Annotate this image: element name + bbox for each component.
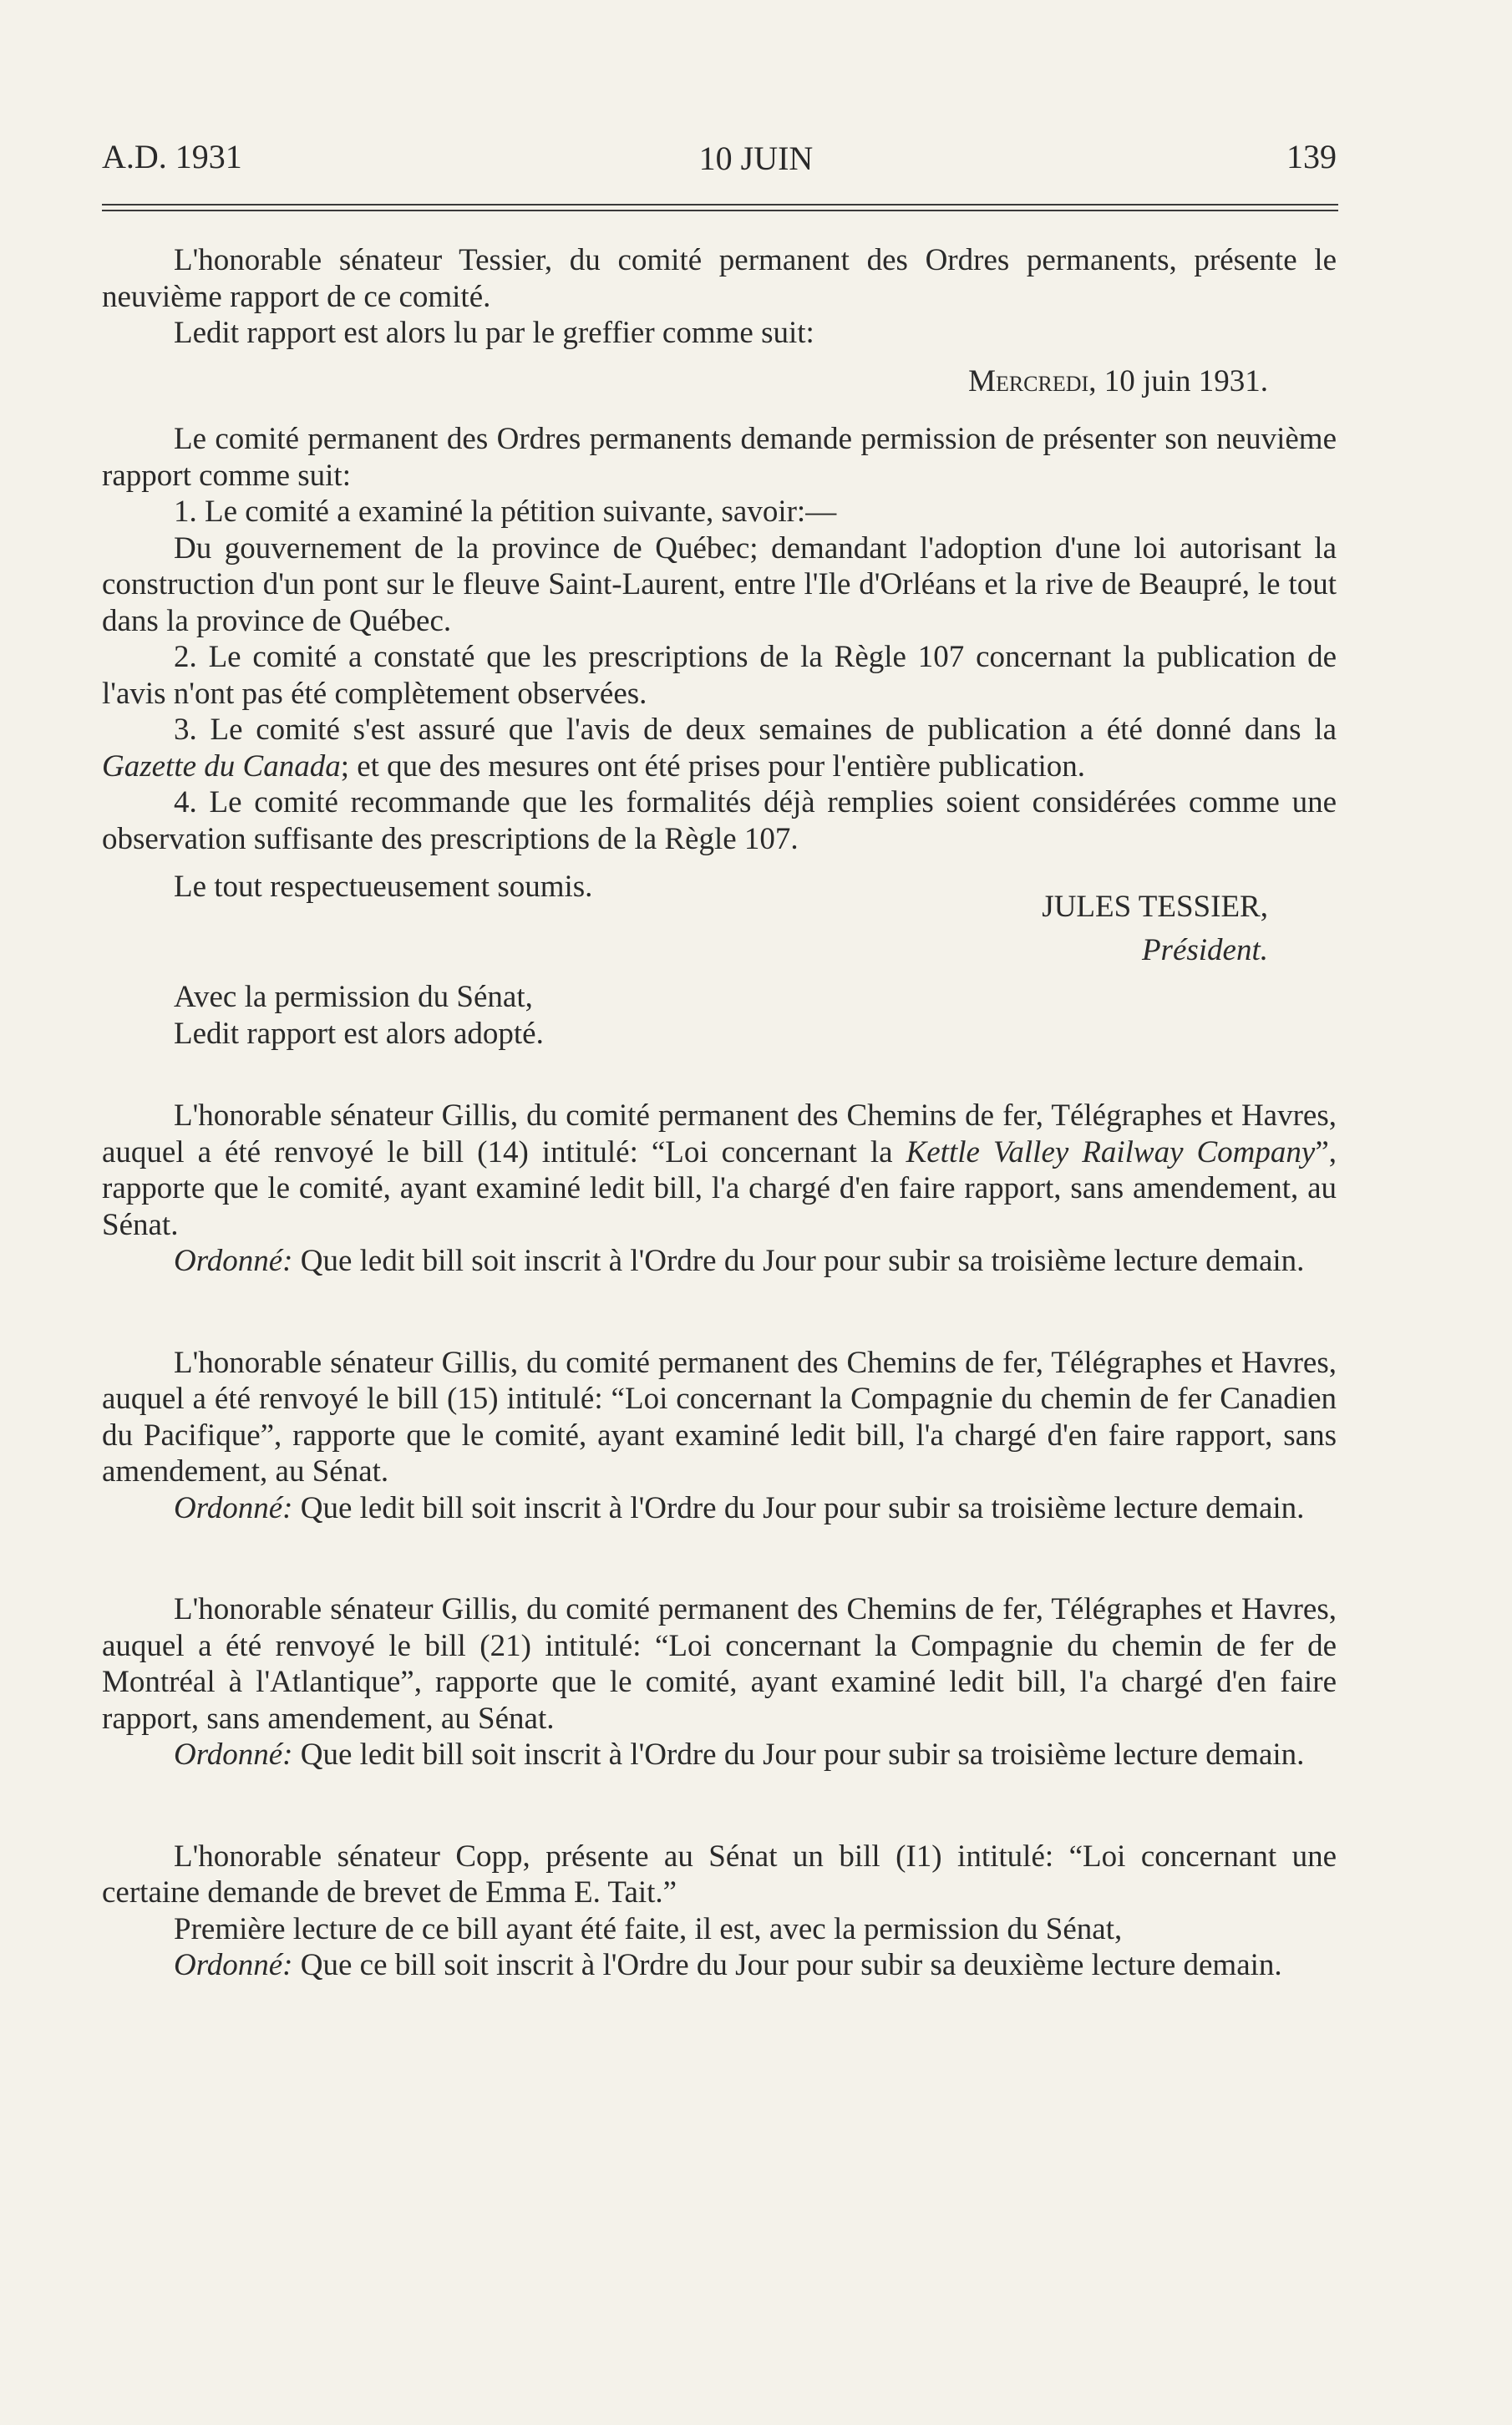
report-item-1: 1. Le comité a examiné la pétition suivante, savoir:— [174,495,837,529]
report-closing: Le tout respectueusement soumis. [174,870,593,904]
report-item-3-b: ; et que des mesures ont été prises pour l'entière publication. [340,748,1086,784]
bill-i1-first-reading: Première lecture de ce bill ayant été faite, il est, avec la permission du Sénat, [174,1911,1123,1946]
bill-21-ordered-text: Que ledit bill soit inscrit à l'Ordre du Jour pour subir sa troisième lecture demain. [292,1738,1305,1772]
report-item-3 [102,712,1337,784]
header-date: 10 JUIN [698,140,814,177]
bill-i1-ordered-label: Ordonné: [174,1948,293,1982]
bill-21-report: L'honorable sénateur Gillis, du comité permanent des Chemins de fer, Télégraphes et Havres, auquel a été renvoyé le bill (21) intitulé: “Loi concernant la Compagnie du chemin de fer de Montréal à l'Atlantique”, rapporte que le comité, ayant examiné ledit bill, l'a chargé d'en faire rapport, sans amendement, au Sénat. [102,1592,1337,1736]
signer-name: JULES TESSIER, [1042,890,1268,924]
bill-15-report: L'honorable sénateur Gillis, du comité permanent des Chemins de fer, Télégraphes et Havres, auquel a été renvoyé le bill (15) intitulé: “Loi concernant la Compagnie du chemin de fer Canadien du Pacifique”, rapporte que le comité, ayant examiné ledit bill, l'a chargé d'en faire rapport, sans amendement, au Sénat. [102,1345,1337,1489]
bill-i1-ordered-text: Que ce bill soit inscrit à l'Ordre du Jour pour subir sa deuxième lecture demain. [292,1948,1282,1982]
report-petition: Du gouvernement de la province de Québec; demandant l'adoption d'une loi autorisant la construction d'un pont sur le fleuve Saint-Laurent, entre l'Ile d'Orléans et la rive de Beaupré, le tout dans la province de Québec. [102,530,1337,638]
bill-15-ordered-label: Ordonné: [174,1490,293,1525]
bill-14-text-b: ”, rapporte que le comité, ayant examiné ledit bill, l'a chargé d'en faire rapport, sans amendement, au Sénat. [102,1134,1337,1242]
bill-21-ordered [102,1737,1337,1773]
bill-15-ordered [102,1490,1337,1527]
bill-15-ordered-text: Que ledit bill soit inscrit à l'Ordre du Jour pour subir sa troisième lecture demain. [292,1490,1305,1525]
bill-14-text-a: L'honorable sénateur Gillis, du comité permanent des Chemins de fer, Télégraphes et Havres, auquel a été renvoyé le bill (14) intitulé: “Loi concernant la [102,1098,1337,1169]
signer-title: Président. [1141,933,1268,967]
bill-i1-introduction: L'honorable sénateur Copp, présente au Sénat un bill (I1) intitulé: “Loi concernant une certaine demande de brevet de Emma E. Tait.” [102,1839,1337,1910]
report-item-2: 2. Le comité a constaté que les prescriptions de la Règle 107 concernant la publication de l'avis n'ont pas été complètement observées. [102,640,1337,711]
bill-21-ordered-label: Ordonné: [174,1738,293,1772]
bill-i1-ordered [102,1947,1337,1984]
report-adopted: Ledit rapport est alors adopté. [174,1017,544,1051]
bill-14-text-em: Kettle Valley Railway Company [906,1134,1316,1169]
bill-14-report [102,1098,1337,1243]
report-item-3-em: Gazette du Canada [102,748,341,784]
report-intro: L'honorable sénateur Tessier, du comité permanent des Ordres permanents, présente le neuvième rapport de ce comité. [102,243,1337,314]
bill-14-ordered [102,1243,1337,1280]
page-body [102,242,1337,1984]
report-read-line: Ledit rapport est alors lu par le greffier comme suit: [174,316,814,350]
bill-14-ordered-label: Ordonné: [174,1244,293,1278]
page-number: 139 [1286,138,1337,175]
report-item-3-a: 3. Le comité s'est assuré que l'avis de deux semaines de publication a été donné dans la [174,713,1337,747]
report-date [102,363,1337,400]
signature-block [102,857,1337,1051]
report-item-4: 4. Le comité recommande que les formalités déjà remplies soient considérées comme une observation suffisante des prescriptions de la Règle 107. [102,785,1337,856]
report-date-day: Mercredi [968,363,1089,398]
report-request: Le comité permanent des Ordres permanents demande permission de présenter son neuvième rapport comme suit: [102,422,1337,493]
bill-14-ordered-text: Que ledit bill soit inscrit à l'Ordre du Jour pour subir sa troisième lecture demain. [292,1244,1305,1278]
header-rule-top [102,204,1338,205]
header-rule-bottom [102,210,1338,211]
report-date-rest: , 10 juin 1931. [1088,363,1268,398]
report-permission: Avec la permission du Sénat, [174,980,533,1014]
header-year: A.D. 1931 [102,138,242,175]
